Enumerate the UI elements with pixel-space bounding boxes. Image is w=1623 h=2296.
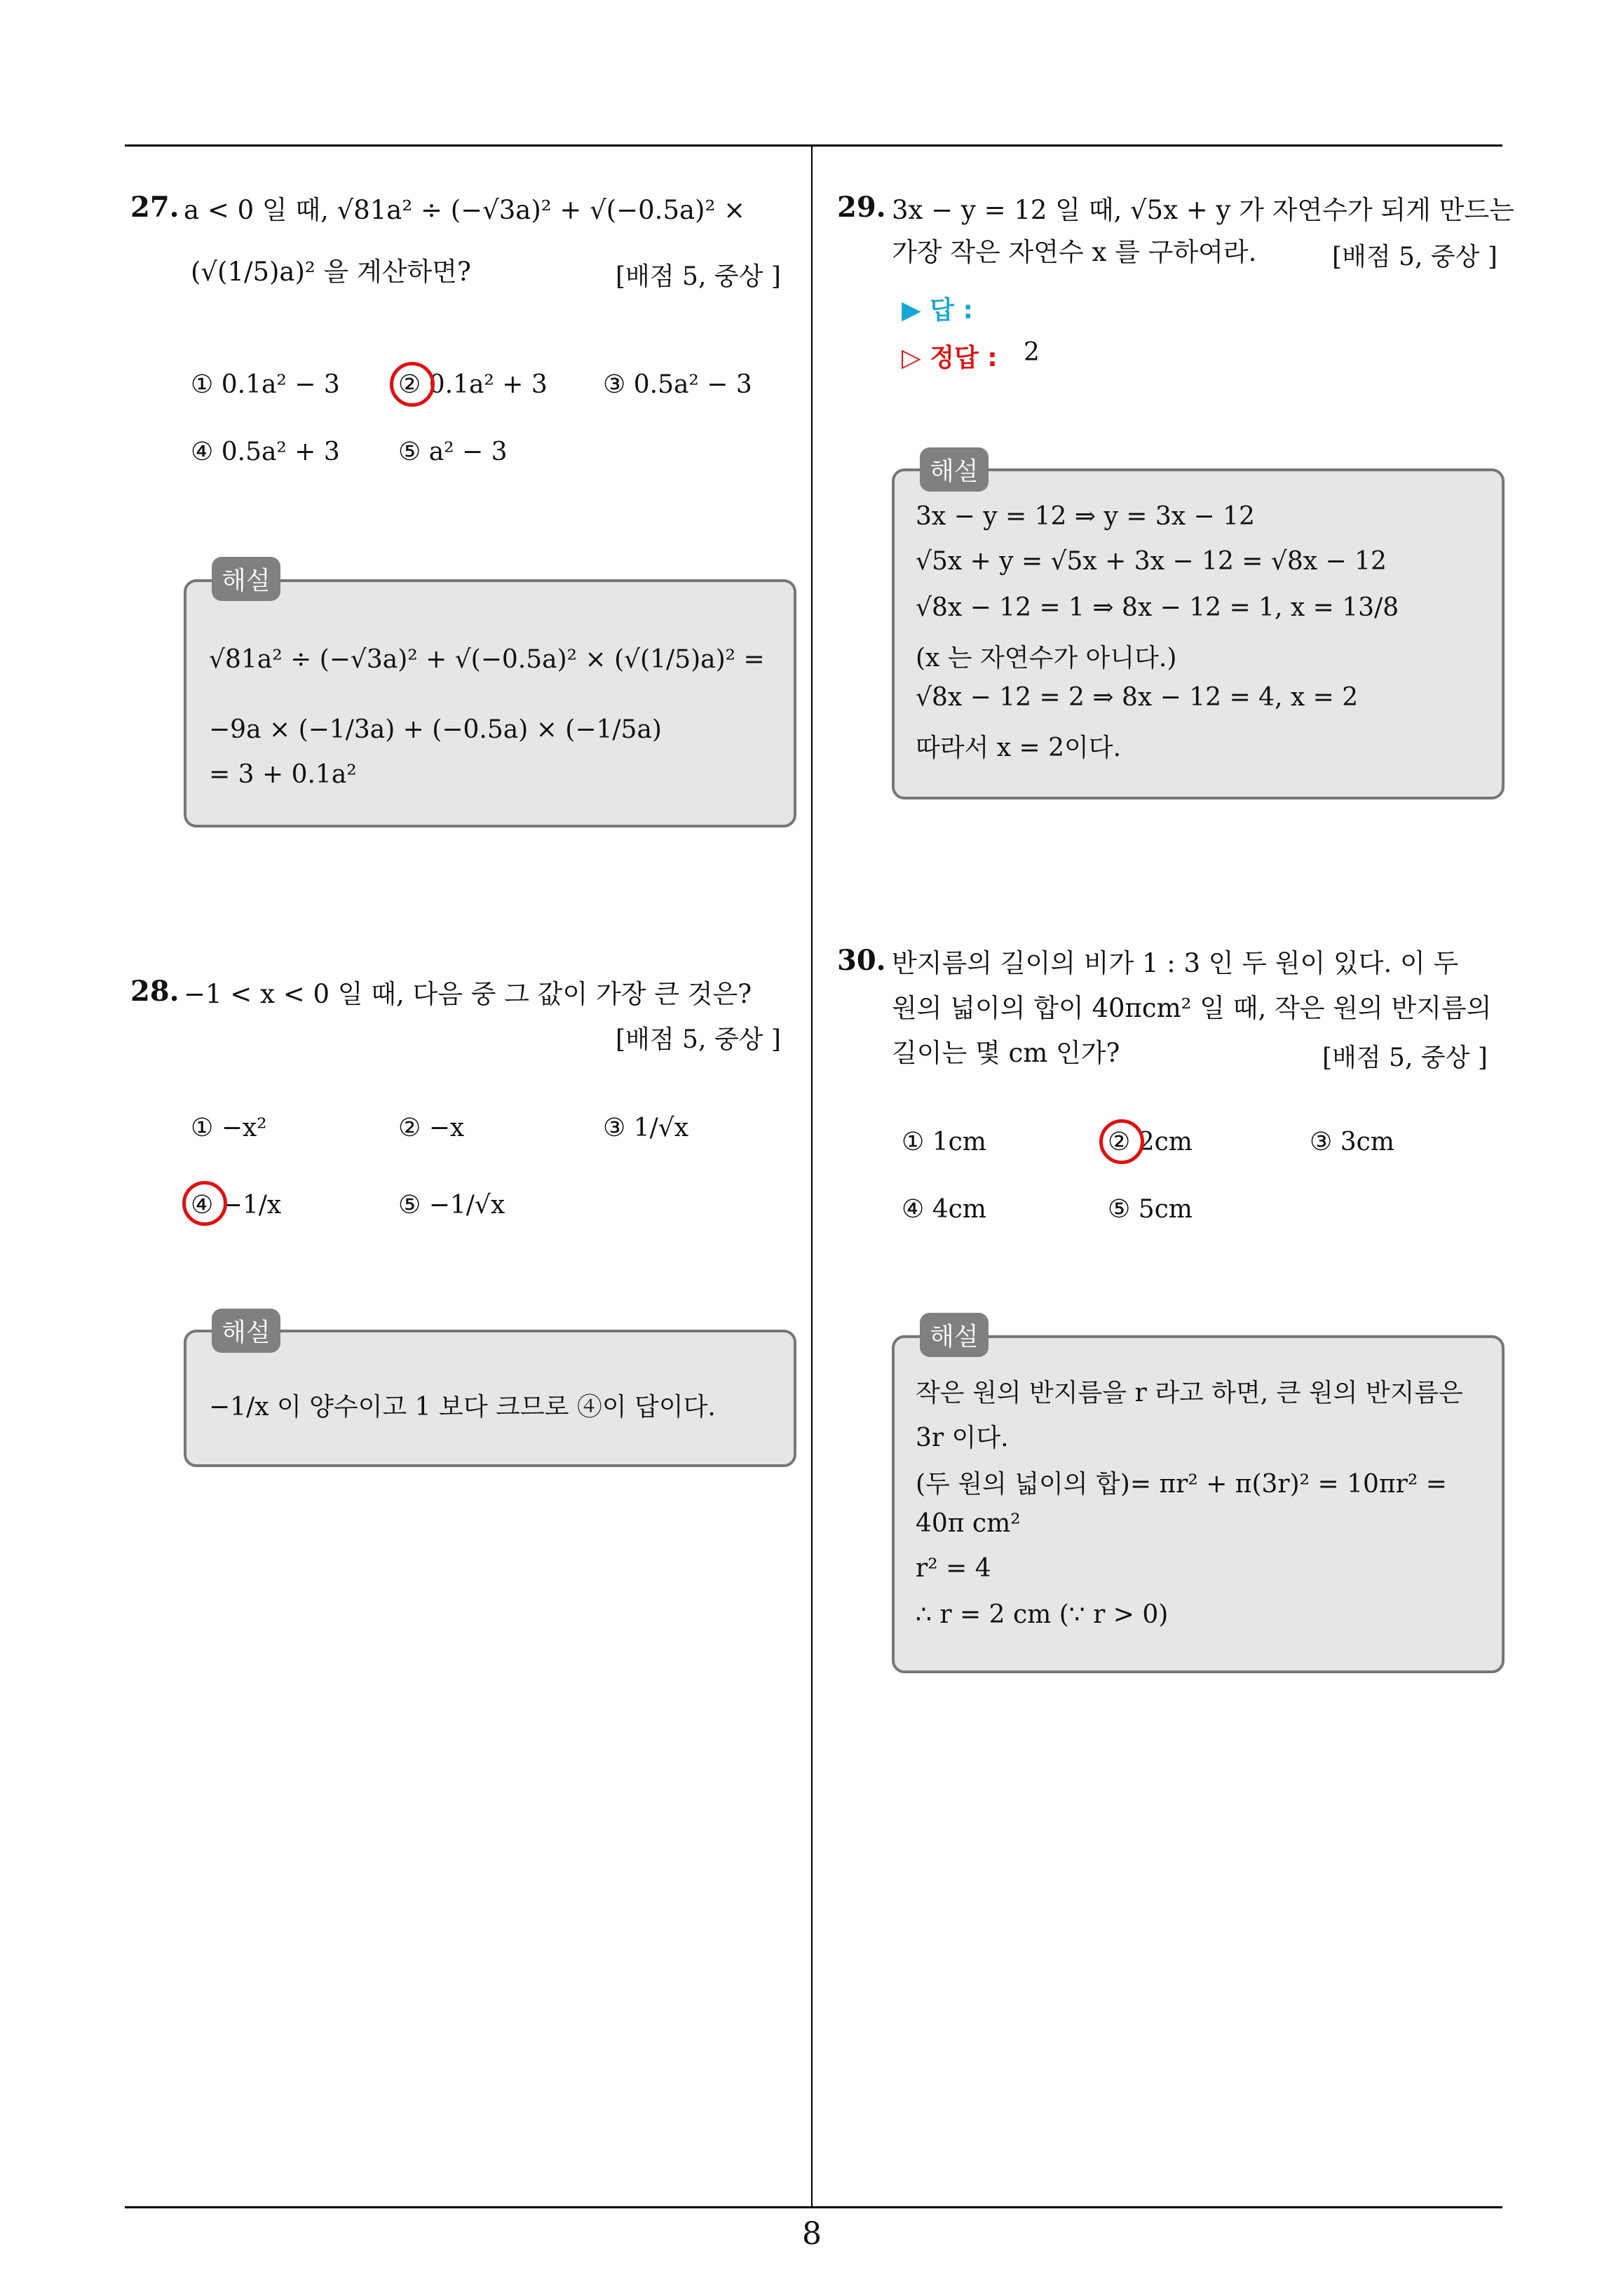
q30-solution-line3: (두 원의 넓이의 합)= πr² + π(3r)² = 10πr² = (916, 1470, 1447, 1499)
q30-choice-4[interactable]: ④ 4cm (902, 1195, 986, 1224)
q28-choice-4[interactable]: ④ −1/x (191, 1191, 282, 1220)
q30-line2: 원의 넓이의 합이 40πcm² 일 때, 작은 원의 반지름의 (892, 993, 1492, 1023)
q28-answer-mark (182, 1181, 227, 1226)
q30-choice-1[interactable]: ① 1cm (902, 1128, 986, 1156)
q30-solution-line1: 작은 원의 반지름을 r 라고 하면, 큰 원의 반지름은 (916, 1379, 1463, 1407)
q29-score: [배점 5, 중상 ] (1332, 243, 1498, 271)
q27-choice-3[interactable]: ③ 0.5a² − 3 (603, 370, 752, 399)
q29-correct-value: 2 (1024, 338, 1040, 367)
q27-line1: a < 0 일 때, √81a² ÷ (−√3a)² + √(−0.5a)² × (184, 195, 746, 225)
q29-solution-line1: 3x − y = 12 ⇒ y = 3x − 12 (916, 502, 1255, 531)
q27-number: 27. (130, 191, 179, 224)
q28-solution-line1: −1/x 이 양수이고 1 보다 크므로 ④이 답이다. (209, 1393, 716, 1422)
q27-choice-2[interactable]: ② 0.1a² + 3 (398, 370, 548, 399)
bottom-rule (125, 2206, 1502, 2208)
q27-solution-line2: −9a × (−1/3a) + (−0.5a) × (−1/5a) (209, 715, 662, 744)
q30-line1: 반지름의 길이의 비가 1 : 3 인 두 원이 있다. 이 두 (892, 948, 1459, 978)
q30-answer-mark (1099, 1119, 1144, 1164)
q27-solution-box (184, 579, 796, 828)
q28-number: 28. (130, 975, 179, 1008)
page-number: 8 (802, 2216, 822, 2252)
q30-choice-2[interactable]: ② 2cm (1108, 1128, 1193, 1156)
q28-score: [배점 5, 중상 ] (616, 1025, 781, 1054)
q28-choice-2[interactable]: ② −x (398, 1114, 465, 1142)
q28-solution-tag: 해설 (212, 1309, 280, 1353)
q30-solution-line4: 40π cm² (916, 1509, 1021, 1538)
q29-correct-label: ▷ 정답 : (902, 344, 998, 372)
q29-number: 29. (837, 191, 886, 224)
top-rule (125, 144, 1502, 147)
q27-choice-5[interactable]: ⑤ a² − 3 (398, 438, 508, 466)
q29-solution-line3: √8x − 12 = 1 ⇒ 8x − 12 = 1, x = 13/8 (916, 593, 1399, 622)
q30-solution-line2: 3r 이다. (916, 1424, 1009, 1452)
q27-answer-mark (390, 362, 435, 407)
q30-number: 30. (837, 944, 886, 977)
q27-solution-line1: √81a² ÷ (−√3a)² + √(−0.5a)² × (√(1/5)a)² = (209, 645, 765, 674)
q29-line2: 가장 작은 자연수 x 를 구하여라. (892, 237, 1257, 267)
q30-solution-line5: r² = 4 (916, 1554, 991, 1583)
q29-solution-line6: 따라서 x = 2이다. (916, 734, 1122, 762)
q27-score: [배점 5, 중상 ] (616, 262, 781, 291)
q29-solution-tag: 해설 (920, 447, 989, 492)
q30-choice-3[interactable]: ③ 3cm (1310, 1128, 1394, 1156)
column-divider (811, 144, 813, 2208)
q29-line1: 3x − y = 12 일 때, √5x + y 가 자연수가 되게 만드는 (892, 195, 1514, 225)
q28-line1: −1 < x < 0 일 때, 다음 중 그 값이 가장 큰 것은? (184, 979, 752, 1009)
q27-solution-tag: 해설 (212, 557, 280, 601)
q27-choice-4[interactable]: ④ 0.5a² + 3 (191, 438, 340, 466)
q30-line3: 길이는 몇 cm 인가? (892, 1038, 1120, 1068)
q30-choice-5[interactable]: ⑤ 5cm (1108, 1195, 1193, 1224)
q27-line2: (√(1/5)a)² 을 계산하면? (191, 257, 471, 287)
q29-solution-line5: √8x − 12 = 2 ⇒ 8x − 12 = 4, x = 2 (916, 683, 1359, 712)
q28-choice-5[interactable]: ⑤ −1/√x (398, 1191, 505, 1220)
q30-solution-tag: 해설 (920, 1313, 989, 1357)
q30-solution-line6: ∴ r = 2 cm (∵ r > 0) (916, 1600, 1169, 1629)
q29-solution-line2: √5x + y = √5x + 3x − 12 = √8x − 12 (916, 547, 1387, 576)
q27-choice-1[interactable]: ① 0.1a² − 3 (191, 370, 340, 399)
q27-solution-line3: = 3 + 0.1a² (209, 760, 357, 789)
q28-choice-1[interactable]: ① −x² (191, 1114, 267, 1142)
q29-solution-line4: (x 는 자연수가 아니다.) (916, 644, 1177, 673)
q28-choice-3[interactable]: ③ 1/√x (603, 1114, 688, 1142)
q29-answer-label[interactable]: ▶ 답 : (902, 296, 973, 325)
q30-score: [배점 5, 중상 ] (1322, 1044, 1488, 1072)
